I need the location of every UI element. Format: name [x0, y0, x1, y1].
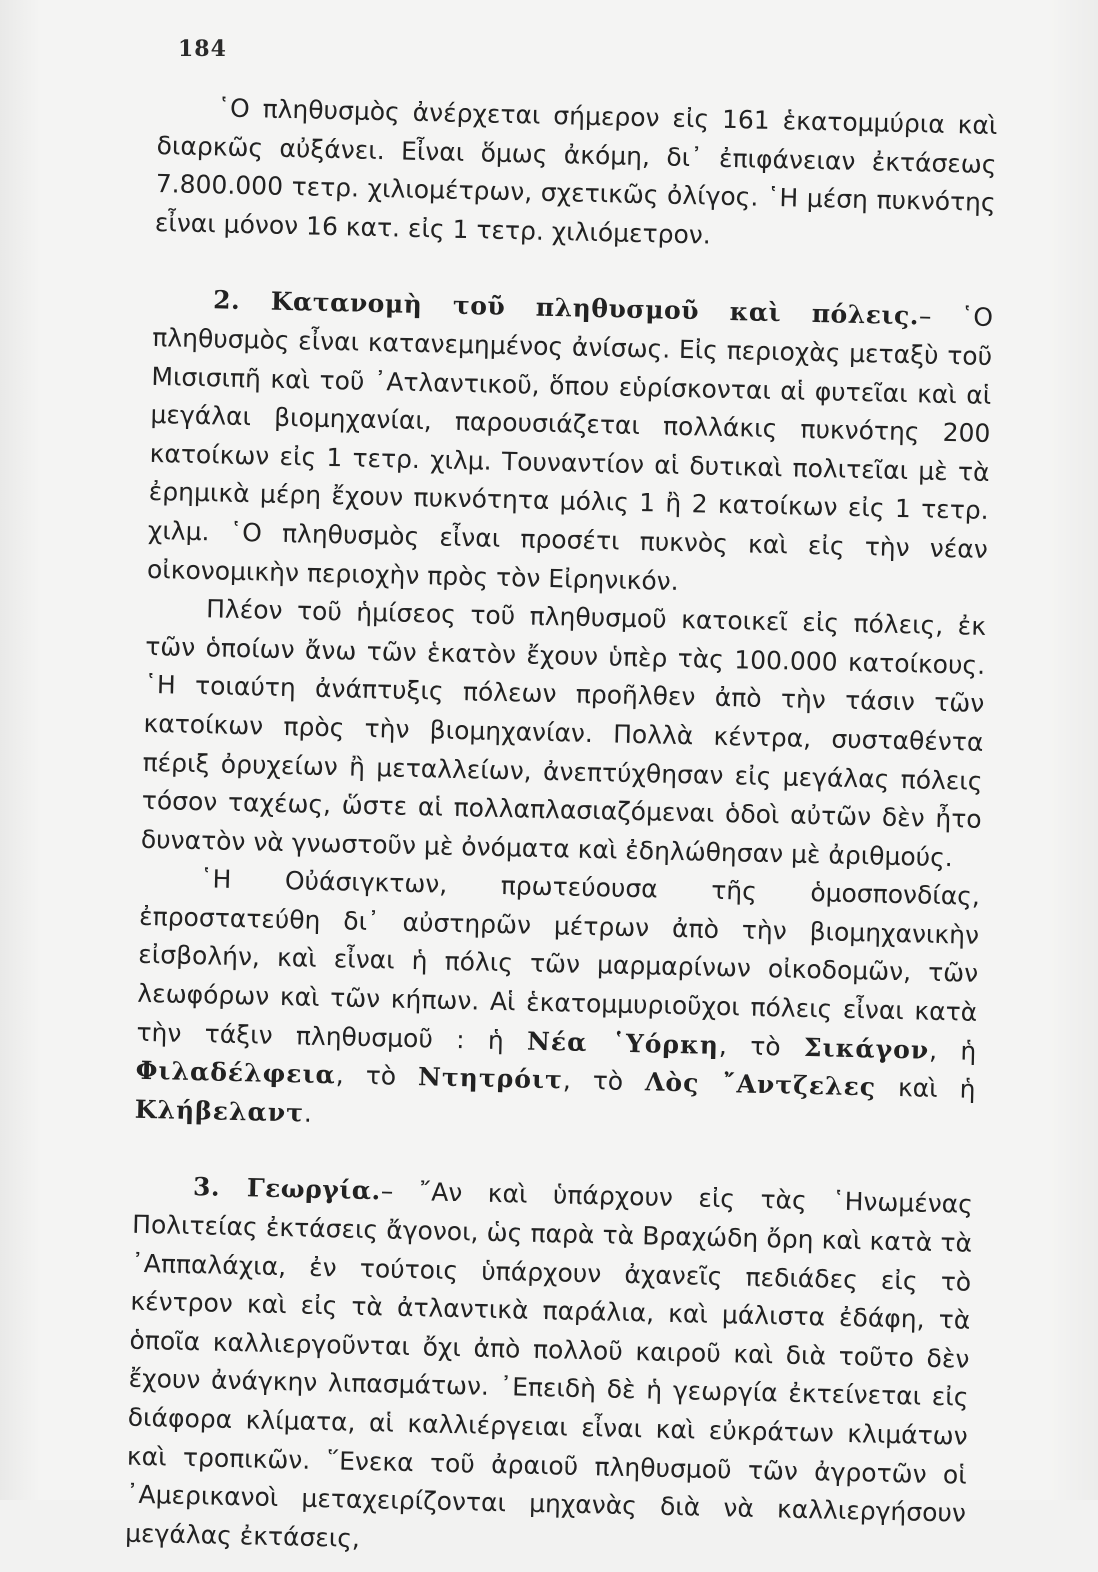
washington-text: ῾Η Οὐάσιγκτων, πρωτεύουσα τῆς ὁμοσπονδίας, ἐπροστατεύθη δι᾿ αὐστηρῶν μέτρων ἀπὸ τὴν βιομηχανικὴν εἰσβολήν, καὶ εἶναι ἡ πόλις τῶν μαρμαρίνων οἰκοδομῶν, τῶν λεωφόρων καὶ τῶν κήπων. Αἱ ἑκατομμυριοῦχοι πόλεις εἶναι κατὰ τὴν τάξιν πληθυσμοῦ : [136, 864, 981, 1054]
city-article: ἡ [959, 1074, 976, 1105]
city-article: ἡ [960, 1036, 977, 1066]
city-chicago: Σικάγον [803, 1032, 930, 1065]
city-conjunction: καὶ [897, 1073, 939, 1104]
population-paragraph: ῾Ο πληθυσμὸς ἀνέρχεται σήμερον εἰς 161 ἑκατομμύρια καὶ διαρκῶς αὐξάνει. Εἶναι ὅμως ἀκόμη, δι᾿ ἐπιφάνειαν ἐκτάσεως 7.800.000 τετρ. χιλιομέτρων, σχετικῶς ὀλίγος. ῾Η μέση πυκνότης εἶναι μόνον 16 κατ. εἰς 1 τετρ. χιλιόμετρον. [154, 93, 998, 250]
city-article: τὸ [365, 1061, 397, 1091]
washington-paragraph: ῾Η Οὐάσιγκτων, πρωτεύουσα τῆς ὁμοσπονδίας, ἐπροστατεύθη δι᾿ αὐστηρῶν μέτρων ἀπὸ τὴν βιομηχανικὴν εἰσβολήν, καὶ εἶναι ἡ πόλις τῶν μαρμαρίνων οἰκοδομῶν, τῶν λεωφόρων καὶ τῶν κήπων. Αἱ ἑκατομμυριοῦχοι πόλεις εἶναι κατὰ τὴν τάξιν πληθυσμοῦ : ἡ Νέα ῾Υόρκη, τὸ Σικάγον, ἡ Φιλαδέλφεια, τὸ Ντητρόιτ, τὸ Λὸς ῎Αντζελες καὶ ἡ Κλήβελαντ. [134, 864, 981, 1128]
page-body [125, 88, 998, 1572]
section-2-heading: 2. Κατανομὴ τοῦ πληθυσμοῦ καὶ πόλεις. [212, 285, 920, 331]
page-number: 184 [178, 36, 227, 62]
city-article: ἡ [487, 1025, 505, 1055]
city-cleveland: Κλήβελαντ [134, 1094, 305, 1128]
section-2-body: ῾Ο πληθυσμὸς εἶναι κατανεμημένος ἀνίσως. Εἰς περιοχὰς μεταξὺ τοῦ Μισισιπῆ καὶ τοῦ ᾿Ατλαντικοῦ, ὅπου εὑρίσκονται αἱ φυτεῖαι καὶ αἱ μεγάλαι βιομηχανίαι, παρουσιάζεται πολλάκις πυκνότης 200 κατοίκων εἰς 1 τετρ. χιλμ. Τουναντίον αἱ δυτικαὶ πολιτεῖαι μὲ τὰ ἐρημικὰ μέρη ἔχουν πυκνότητα μόλις 1 ἢ 2 κατοίκων εἰς 1 τετρ. χιλμ. ῾Ο πληθυσμὸς εἶναι προσέτι πυκνὸς καὶ εἰς τὴν νέαν οἰκονομικὴν περιοχὴν πρὸς τὸν Εἰρηνικόν. [146, 302, 994, 596]
section-2-dash: – [918, 301, 962, 332]
section-3-body: ῎Αν καὶ ὑπάρχουν εἰς τὰς ῾Ηνωμένας Πολιτείας ἐκτάσεις ἄγονοι, ὡς παρὰ τὰ Βραχώδη ὄρη καὶ κατὰ τὰ ᾿Αππαλάχια, ἐν τούτοις ὑπάρχουν ἀχανεῖς πεδιάδες εἰς τὸ κέντρον καὶ εἰς τὰ ἀτλαντικὰ παράλια, καὶ μάλιστα ἐδάφη, τὰ ὁποῖα καλλιεργοῦνται ὄχι ἀπὸ πολλοῦ καιροῦ καὶ διὰ τοῦτο δὲν ἔχουν ἀνάγκην λιπασμάτων. ᾿Επειδὴ δὲ ἡ γεωργία ἐκτείνεται εἰς διάφορα κλίματα, αἱ καλλιέργειαι εἶναι καὶ εὐκράτων κλιμάτων καὶ τροπικῶν. ῞Ενεκα τοῦ ἀραιοῦ πληθυσμοῦ τῶν ἀγροτῶν οἱ ᾿Αμερικανοὶ μεταχειρίζονται μηχανὰς διὰ νὰ καλλιεργήσουν μεγάλας ἐκτάσεις, [124, 1177, 974, 1553]
city-los-angeles: Λὸς ῎Αντζελες [644, 1067, 877, 1102]
city-new-york: Νέα ῾Υόρκη [526, 1026, 720, 1060]
section-3-dash: – [380, 1176, 420, 1207]
city-article: τὸ [592, 1066, 624, 1097]
section-3-paragraph [125, 1167, 974, 1572]
section-2-paragraph [147, 280, 994, 608]
cities-paragraph: Πλέον τοῦ ἡμίσεος τοῦ πληθυσμοῦ κατοικεῖ εἰς πόλεις, ἐκ τῶν ὁποίων ἄνω τῶν ἑκατὸν ἔχουν ὑπὲρ τὰς 100.000 κατοίκους. ῾Η τοιαύτη ἀνάπτυξις πόλεων προῆλθεν ἀπὸ τὴν τάσιν τῶν κατοίκων πρὸς τὴν βιομηχανίαν. Πολλὰ κέντρα, συσταθέντα πέριξ ὀρυχείων ἢ μεταλλείων, ἀνεπτύχθησαν εἰς μεγάλας πόλεις τόσον ταχέως, ὥστε αἱ πολλαπλασιαζόμεναι ὁδοὶ αὐτῶν δὲν ἦτο δυνατὸν νὰ γνωστοῦν μὲ ὀνόματα καὶ ἐδηλώθησαν μὲ ἀριθμούς. [140, 594, 987, 872]
city-article: τὸ [749, 1031, 781, 1062]
city-philadelphia: Φιλαδέλφεια [135, 1056, 337, 1090]
section-3-heading: 3. Γεωργία. [192, 1172, 382, 1206]
city-detroit: Ντητρόιτ [417, 1062, 564, 1095]
